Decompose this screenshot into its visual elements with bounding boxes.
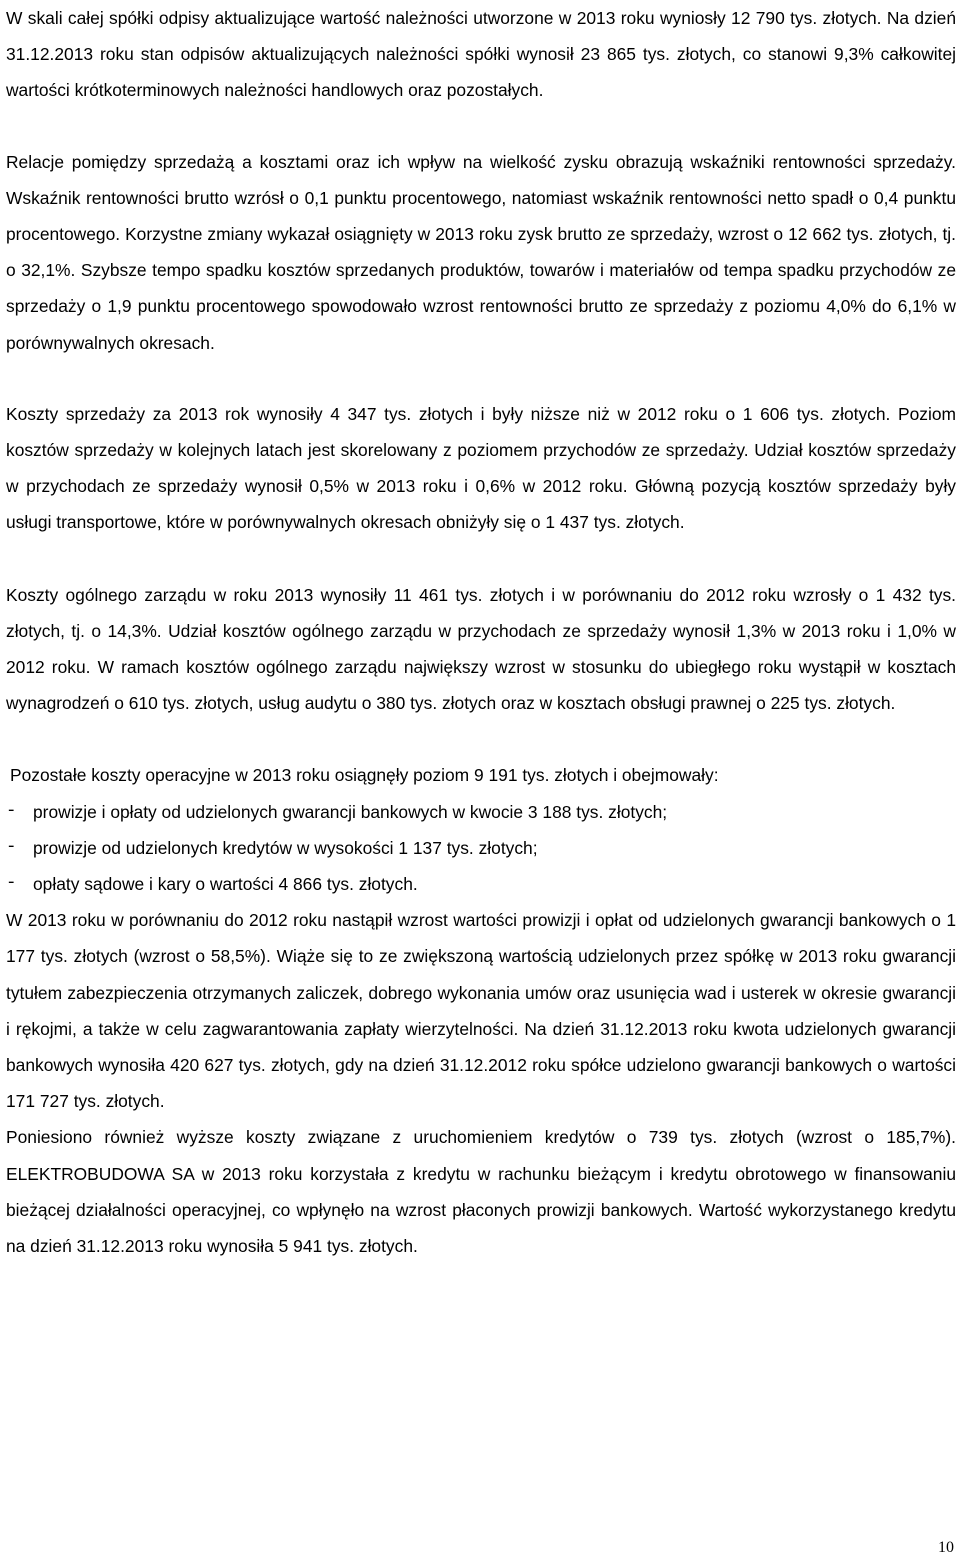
list-item-text: prowizje od udzielonych kredytów w wysokości 1 137 tys. złotych; bbox=[33, 837, 538, 858]
paragraph-credit-costs: Poniesiono również wyższe koszty związane z uruchomieniem kredytów o 739 tys. złotych (wzrost o 185,7%). ELEKTROBUDOWA SA w 2013 roku korzystała z kredytu w rachunku bieżącym i kredytu obrotowego w finansowaniu bieżącej działalności operacyjnej, co wpłynęło na wzrost płaconych prowizji bankowych. Wartość wykorzystanego kredytu na dzień 31.12.2013 roku wynosiła 5 941 tys. złotych. bbox=[6, 1127, 956, 1257]
paragraph-bank-guarantees: W 2013 roku w porównaniu do 2012 roku nastąpił wzrost wartości prowizji i opłat od udzielonych gwarancji bankowych o 1 177 tys. złotych (wzrost o 58,5%). Wiąże się to ze zwiększoną wartością udzielonych przez spółkę w 2013 roku gwarancji tytułem zabezpieczenia otrzymanych zaliczek, dobrego wykonania umów oraz usunięcia wad i usterek w okresie gwarancji i rękojmi, a także w celu zagwarantowania zapłaty wierzytelności. Na dzień 31.12.2013 roku kwota udzielonych gwarancji bankowych wynosiła 420 627 tys. złotych, gdy na dzień 31.12.2012 roku spółce udzielono gwarancji bankowych o wartości 171 727 tys. złotych. bbox=[6, 910, 956, 1112]
list-item bbox=[6, 866, 956, 902]
document-page bbox=[6, 0, 956, 1264]
list-item bbox=[6, 794, 956, 830]
paragraph-other-operating-costs-intro: Pozostałe koszty operacyjne w 2013 roku osiągnęły poziom 9 191 tys. złotych i obejmowały: bbox=[10, 765, 719, 786]
list-item bbox=[6, 830, 956, 866]
list-dash: - bbox=[6, 837, 17, 857]
paragraph-receivables-writedowns: W skali całej spółki odpisy aktualizujące wartość należności utworzone w 2013 roku wyniosły 12 790 tys. złotych. Na dzień 31.12.2013 roku stan odpisów aktualizujących należności spółki wynosił 23 865 tys. złotych, co stanowi 9,3% całkowitej wartości krótkoterminowych należności handlowych oraz pozostałych. bbox=[6, 8, 956, 101]
other-operating-costs-list bbox=[6, 794, 956, 903]
list-item-text: prowizje i opłaty od udzielonych gwarancji bankowych w kwocie 3 188 tys. złotych; bbox=[33, 801, 668, 822]
list-dash: - bbox=[6, 801, 17, 821]
list-item-text: opłaty sądowe i kary o wartości 4 866 tys. złotych. bbox=[33, 874, 418, 895]
list-dash: - bbox=[6, 874, 17, 894]
page-number: 10 bbox=[938, 1539, 954, 1556]
paragraph-selling-costs: Koszty sprzedaży za 2013 rok wynosiły 4 347 tys. złotych i były niższe niż w 2012 roku o 1 606 tys. złotych. Poziom kosztów sprzedaży w kolejnych latach jest skorelowany z poziomem przychodów ze sprzedaży. Udział kosztów sprzedaży w przychodach ze sprzedaży wynosił 0,5% w 2013 roku i 0,6% w 2012 roku. Główną pozycją kosztów sprzedaży były usługi transportowe, które w porównywalnych okresach obniżyły się o 1 437 tys. złotych. bbox=[6, 403, 956, 533]
paragraph-profitability-ratios: Relacje pomiędzy sprzedażą a kosztami oraz ich wpływ na wielkość zysku obrazują wskaźniki rentowności sprzedaży. Wskaźnik rentowności brutto wzrósł o 0,1 punktu procentowego, natomiast wskaźnik rentowności netto spadł o 0,4 punktu procentowego. Korzystne zmiany wykazał osiągnięty w 2013 roku zysk brutto ze sprzedaży, wzrost o 12 662 tys. złotych, tj. o 32,1%. Szybsze tempo spadku kosztów sprzedanych produktów, towarów i materiałów od tempa spadku przychodów ze sprzedaży o 1,9 punktu procentowego spowodowało wzrost rentowności brutto ze sprzedaży z poziomu 4,0% do 6,1% w porównywalnych okresach. bbox=[6, 151, 956, 353]
paragraph-general-administrative-costs: Koszty ogólnego zarządu w roku 2013 wynosiły 11 461 tys. złotych i w porównaniu do 2012 roku wzrosły o 1 432 tys. złotych, tj. o 14,3%. Udział kosztów ogólnego zarządu w przychodach ze sprzedaży wynosił 1,3% w 2013 roku i 1,0% w 2012 roku. W ramach kosztów ogólnego zarządu największy wzrost w stosunku do ubiegłego roku wystąpił w kosztach wynagrodzeń o 610 tys. złotych, usług audytu o 380 tys. złotych oraz w kosztach obsługi prawnej o 225 tys. złotych. bbox=[6, 584, 956, 714]
